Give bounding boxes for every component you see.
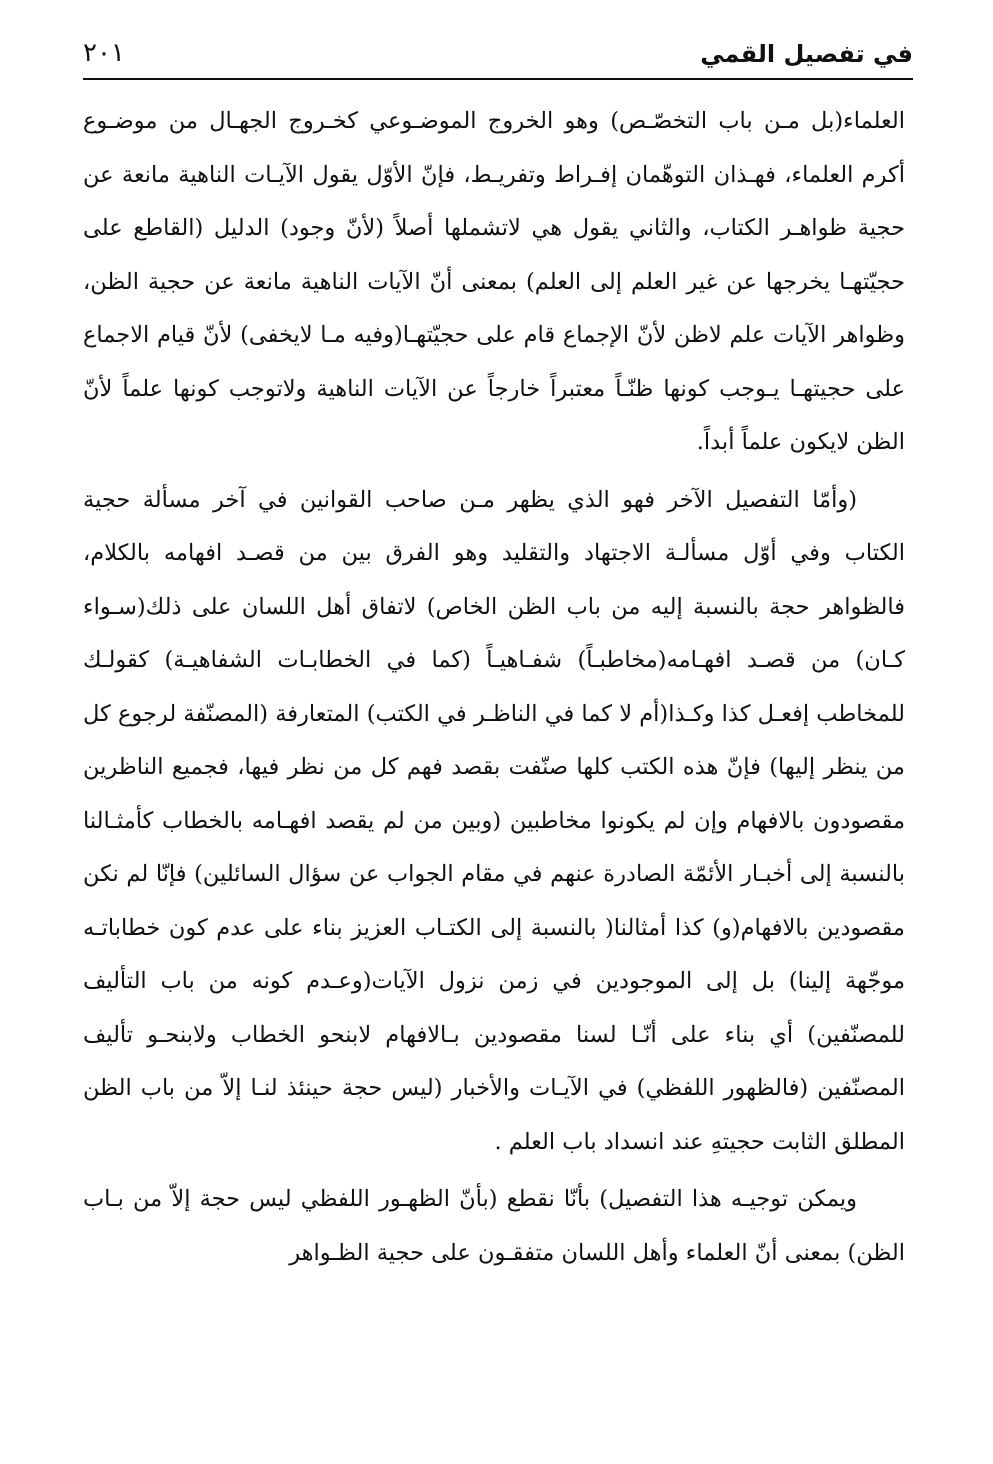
header-title: في تفصيل القمي (700, 40, 913, 68)
paragraph-1: العلماء(بل مـن باب التخصّـص) وهو الخروج الموضـوعي كخـروج الجهـال من موضـوع أكرم العلماء، فهـذان التوهّمان إفـراط وتفريـط، فإنّ الأوّل يقول الآيـات الناهية مانعة عن حجية ظواهـر الكتاب، والثاني يقول هي لاتشملها أصلاً (لأنّ وجود) الدليل (القاطع على حجيّتهـا يخرجها عن غير العلم إلى العلم) بمعنى أنّ الآيات الناهية مانعة عن حجية الظن، وظواهر الآيات علم لاظن لأنّ الإجماع قام على حجيّتهـا(وفيه مـا لايخفى) لأنّ قيام الاجماع على حجيتهـا يـوجب كونها ظنّـاً معتبراً خارجاً عن الآيات الناهية ولاتوجب كونها علماً لأنّ الظن لايكون علماً أبداً. (83, 108, 905, 455)
paragraph-2: (وأمّا التفصيل الآخر فهو الذي يظهر مـن صاحب القوانين في آخر مسألة حجية الكتاب وفي أوّل مسألـة الاجتهاد والتقليد وهو الفرق بين من قصـد افهامه بالكلام، فالظواهر حجة بالنسبة إليه من باب الظن الخاص) لاتفاق أهل اللسان على ذلك(سـواء كـان) من قصـد افهـامه(مخاطبـاً) شفـاهيـاً (كما في الخطابـات الشفاهيـة) كقولـك للمخاطب إفعـل كذا وكـذا(أم لا كما في الناظـر في الكتب) المتعارفة (المصنّفة لرجوع كل من ينظر إليها) فإنّ هذه الكتب كلها صنّفت بقصد فهم كل من نظر فيها، فجميع الناظرين مقصودون بالافهام وإن لم يكونوا مخاطبين (وبين من لم يقصد افهـامه بالخطاب كأمثـالنا بالنسبة إلى أخبـار الأئمّة الصادرة عنهم في مقام الجواب عن سؤال السائلين) فإنّا لم نكن مقصودين بالافهام(و) كذا أمثالنا( بالنسبة إلى الكتـاب العزيز بناء على عدم كون خطاباتـه موجّهة إلينا) بل إلى الموجودين في زمن نزول الآيات(وعـدم كونه من باب التأليف للمصنّفين) أي بناء على أنّـا لسنا مقصودين بـالافهام لابنحو الخطاب ولابنحـو تأليف المصنّفين (فالظهور اللفظي) في الآيـات والأخبار (ليس حجة حينئذ لنـا إلاّ من باب الظن المطلق الثابت حجيتهِ عند انسداد باب العلم . (83, 486, 905, 1155)
body-text (83, 95, 905, 1280)
paragraph-3: ويمكن توجيـه هذا التفصيل) بأنّا نقطع (بأنّ الظهـور اللفظي ليس حجة إلاّ من بـاب الظن) بمعنى أنّ العلماء وأهل اللسان متفقـون على حجية الظـواهر (83, 1186, 905, 1266)
page-number: ٢٠١ (83, 38, 125, 68)
header-rule (83, 78, 913, 80)
running-header (83, 34, 913, 82)
